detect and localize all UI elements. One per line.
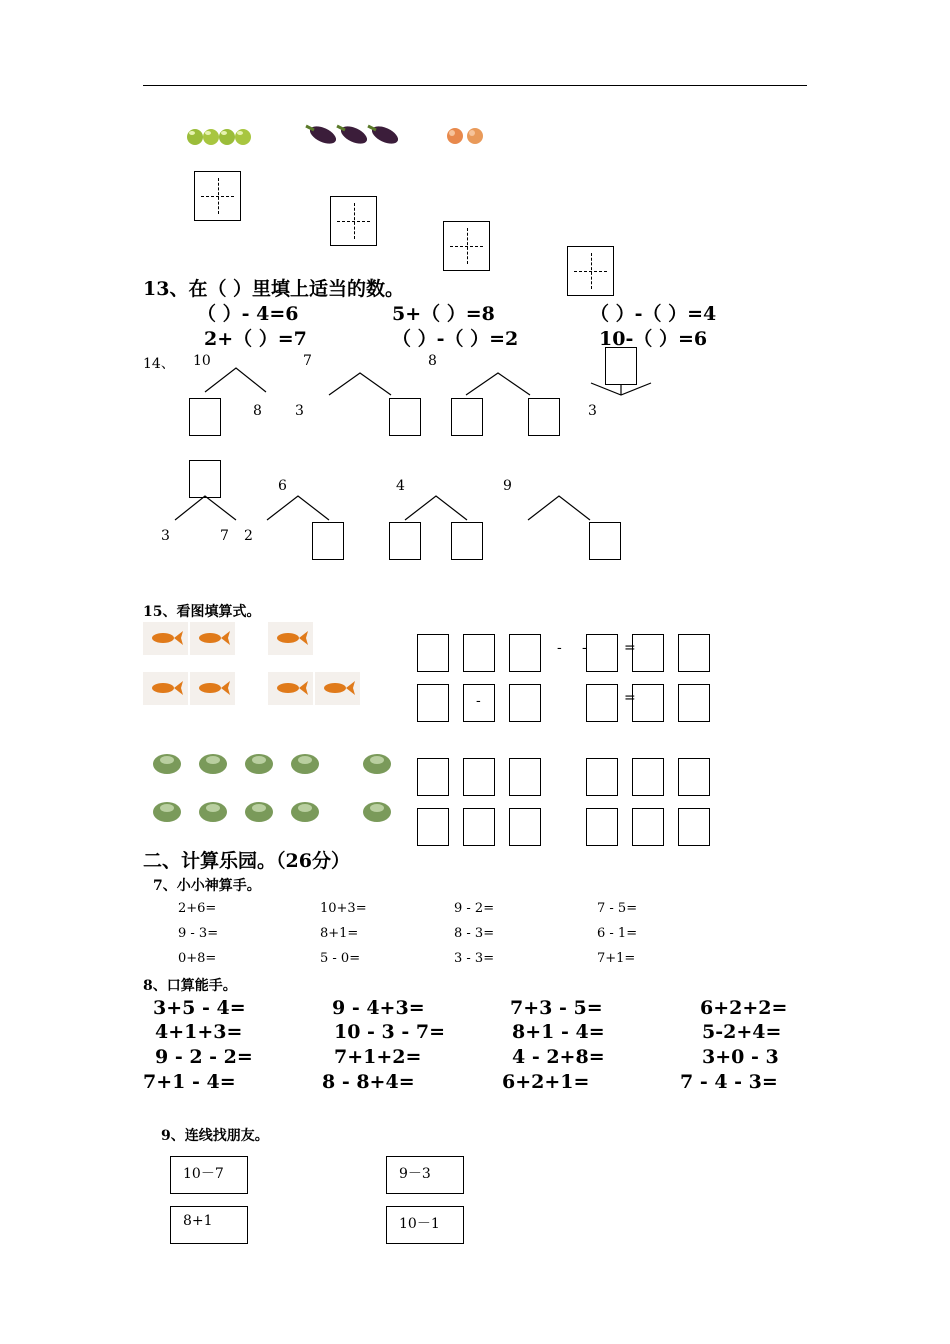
answer-box[interactable] xyxy=(417,808,449,846)
answer-box[interactable] xyxy=(417,634,449,672)
q8-item: 4 - 2+8= xyxy=(512,1046,605,1068)
q7-item: 9 - 3= xyxy=(178,926,219,941)
match-box[interactable]: 8+1 xyxy=(170,1206,248,1244)
q13-item: （ ）-（ ）=2 xyxy=(392,328,519,350)
answer-box[interactable] xyxy=(463,634,495,672)
q8-item: 6+2+2= xyxy=(700,997,788,1019)
q9-title: 9、连线找朋友。 xyxy=(161,1128,269,1144)
q15-title: 15、看图填算式。 xyxy=(143,604,261,620)
q8-item: 7+3 - 5= xyxy=(510,997,603,1019)
minus-sign: - xyxy=(476,693,481,709)
q14-num: 7 xyxy=(303,353,312,369)
answer-box[interactable] xyxy=(678,758,710,796)
q14-num: 2 xyxy=(244,528,253,544)
answer-box[interactable] xyxy=(509,634,541,672)
match-box[interactable]: 9－3 xyxy=(386,1156,464,1194)
goldfish-icon xyxy=(143,622,360,705)
answer-box[interactable] xyxy=(632,634,664,672)
match-box[interactable]: 10－7 xyxy=(170,1156,248,1194)
q8-item: 10 - 3 - 7= xyxy=(334,1021,446,1043)
q13-item: （ ）- 4=6 xyxy=(197,303,299,325)
answer-box[interactable] xyxy=(632,684,664,722)
q14-num: 8 xyxy=(428,353,437,369)
q8-item: 9 - 4+3= xyxy=(332,997,425,1019)
answer-box[interactable] xyxy=(678,684,710,722)
q14-num: 7 xyxy=(220,528,229,544)
answer-box[interactable] xyxy=(463,684,495,722)
q13-item: 10-（ ）=6 xyxy=(599,328,708,350)
q7-title: 7、小小神算手。 xyxy=(153,878,261,894)
answer-box[interactable] xyxy=(586,684,618,722)
q7-item: 9 - 2= xyxy=(454,901,495,916)
q14-num: 3 xyxy=(588,403,597,419)
q8-title: 8、口算能手。 xyxy=(143,978,237,994)
q14-num: 4 xyxy=(396,478,405,494)
q14-num: 3 xyxy=(161,528,170,544)
q8-item: 3+5 - 4= xyxy=(153,997,246,1019)
answer-box[interactable] xyxy=(632,808,664,846)
q14-label: 14、 xyxy=(143,356,175,372)
q7-item: 3 - 3= xyxy=(454,951,495,966)
q13-item: 2+（ ）=7 xyxy=(204,328,307,350)
q7-item: 2+6= xyxy=(178,901,217,916)
minus-sign: - xyxy=(557,640,562,656)
answer-box[interactable] xyxy=(632,758,664,796)
q8-item: 3+0 - 3 xyxy=(702,1046,779,1068)
answer-box[interactable] xyxy=(678,634,710,672)
answer-box[interactable] xyxy=(417,684,449,722)
q8-item: 7+1+2= xyxy=(334,1046,422,1068)
q8-item: 6+2+1= xyxy=(502,1071,590,1093)
q14-num: 10 xyxy=(193,353,211,369)
q7-item: 7+1= xyxy=(597,951,636,966)
q13-title: 13、在（ ）里填上适当的数。 xyxy=(143,278,405,300)
answer-box[interactable] xyxy=(417,758,449,796)
minus-sign: - xyxy=(582,640,587,656)
equals-sign: = xyxy=(624,690,636,706)
q8-item: 7 - 4 - 3= xyxy=(680,1071,778,1093)
q14-num: 8 xyxy=(253,403,262,419)
answer-box[interactable] xyxy=(678,808,710,846)
frog-icon xyxy=(153,754,391,822)
match-box[interactable]: 10－1 xyxy=(386,1206,464,1244)
q8-item: 8 - 8+4= xyxy=(322,1071,415,1093)
q7-item: 8+1= xyxy=(320,926,359,941)
q14-num: 9 xyxy=(503,478,512,494)
q7-item: 7 - 5= xyxy=(597,901,638,916)
answer-box[interactable] xyxy=(586,634,618,672)
answer-box[interactable] xyxy=(509,684,541,722)
answer-box[interactable] xyxy=(509,808,541,846)
q8-item: 5-2+4= xyxy=(702,1021,782,1043)
q7-item: 6 - 1= xyxy=(597,926,638,941)
q7-item: 0+8= xyxy=(178,951,217,966)
q13-item: 5+（ ）=8 xyxy=(392,303,495,325)
q8-item: 7+1 - 4= xyxy=(143,1071,236,1093)
q14-num: 3 xyxy=(295,403,304,419)
q13-item: （ ）-（ ）=4 xyxy=(590,303,717,325)
answer-box[interactable] xyxy=(586,758,618,796)
q14-num: 6 xyxy=(278,478,287,494)
q8-item: 8+1 - 4= xyxy=(512,1021,605,1043)
q8-item: 9 - 2 - 2= xyxy=(155,1046,253,1068)
q8-item: 4+1+3= xyxy=(155,1021,243,1043)
q7-item: 8 - 3= xyxy=(454,926,495,941)
equals-sign: = xyxy=(624,640,636,656)
q7-item: 5 - 0= xyxy=(320,951,361,966)
answer-box[interactable] xyxy=(463,808,495,846)
answer-box[interactable] xyxy=(463,758,495,796)
q7-item: 10+3= xyxy=(320,901,367,916)
section-title: 二、计算乐园。（26分） xyxy=(143,850,350,872)
answer-box[interactable] xyxy=(509,758,541,796)
answer-box[interactable] xyxy=(586,808,618,846)
